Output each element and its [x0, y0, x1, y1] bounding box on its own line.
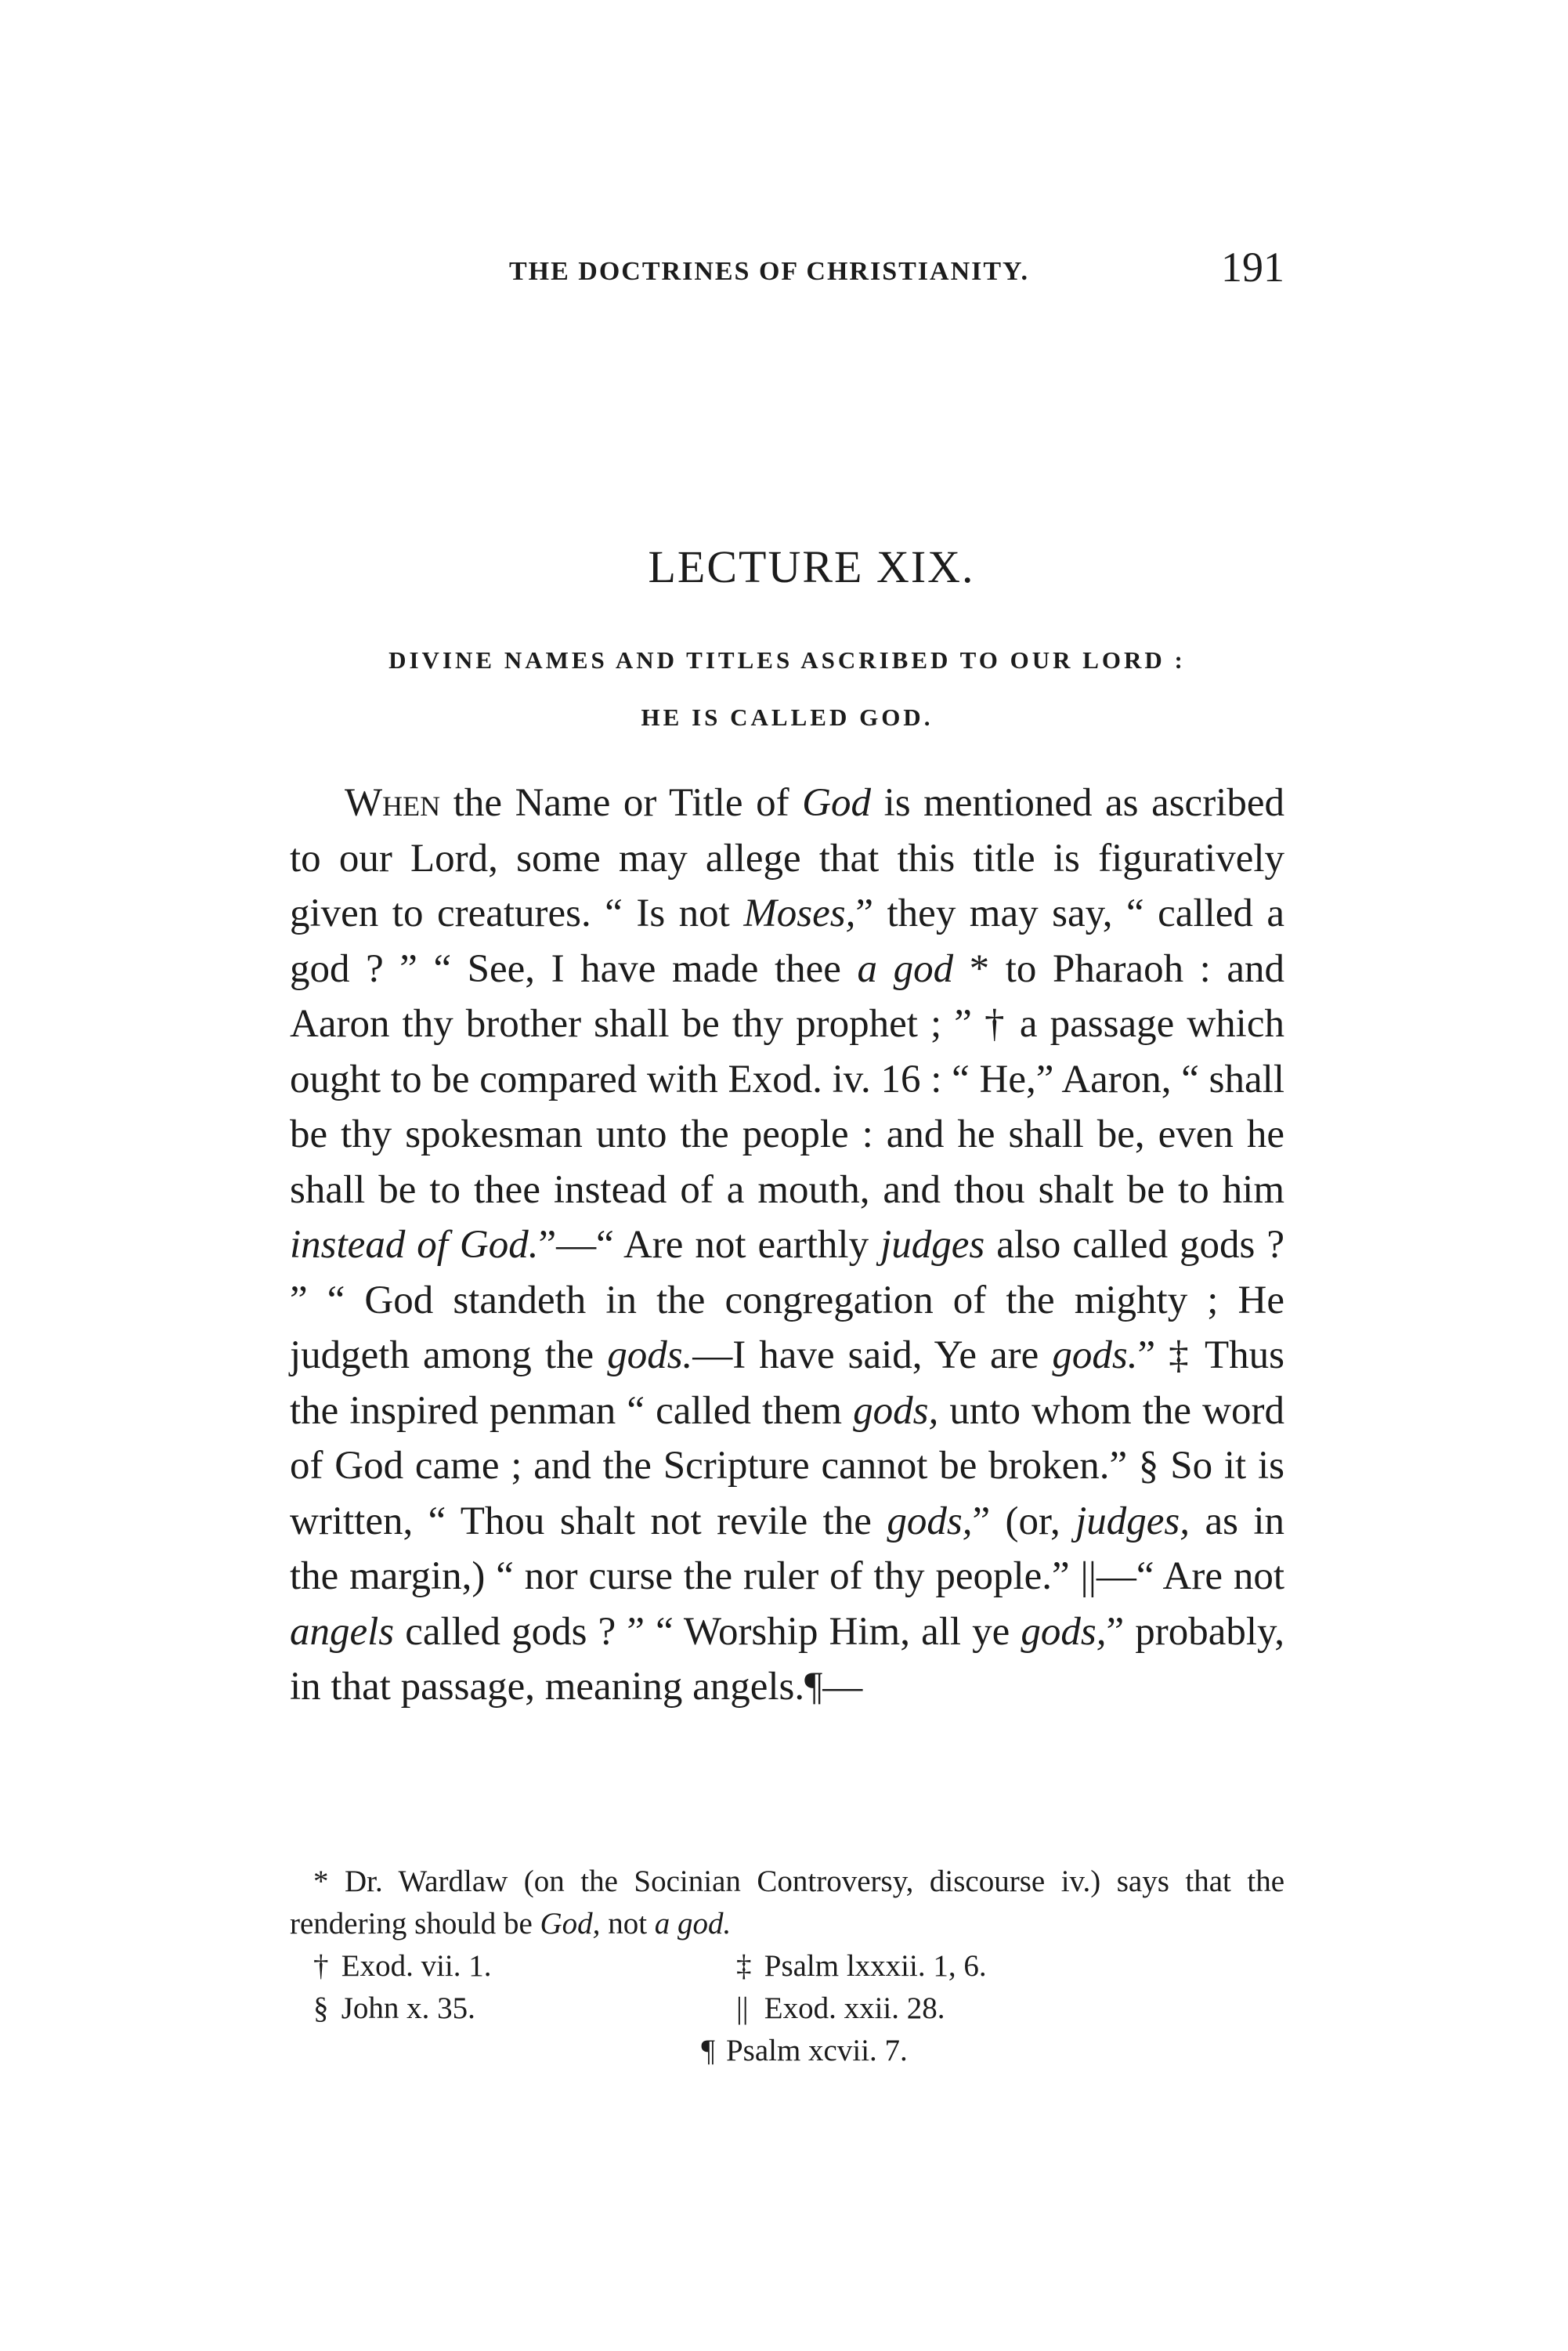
footnote-text: not [600, 1907, 655, 1940]
footnote-row-1 [290, 1945, 1284, 1987]
body-text-segment: ” ‡ Thus the inspired penman “ called them [290, 1333, 1285, 1433]
footnote-ref: Psalm lxxxii. 1, 6. [757, 1949, 987, 1983]
body-italic-segment: gods. [607, 1333, 693, 1377]
footnote-ref: John x. 35. [334, 1991, 475, 2025]
pilcrow-mark: ¶ [701, 2034, 716, 2067]
page-number: 191 [1221, 244, 1284, 291]
body-italic-segment: Moses, [743, 892, 856, 935]
body-text-segment: also called gods ? ” “ God standeth in the congregation of the mighty ; He judgeth among the [290, 1223, 1284, 1377]
body-paragraph [290, 776, 1284, 1715]
body-italic-segment: judges [880, 1223, 985, 1267]
body-text-segment: ” they may say, “ called a god ? ” “ See, I have made thee [290, 892, 1284, 991]
body-text-segment: is mentioned as ascribed to our Lord, some may allege that this title is figuratively given to creatures. “ Is not [290, 781, 1284, 935]
footnote-ref: Exod. vii. 1. [334, 1949, 492, 1983]
body-text-segment: * to Pharaoh : and Aaron thy brother shall be thy prophet ; ” † a passage which ought to be compared with Exod. iv. 16 : “ He,” Aaron, “ shall be thy spokesman unto the people : and he shall be, even he shall be to thee instead of a mouth, and thou shalt be to him [290, 946, 1285, 1212]
footnote-ref: Psalm xcvii. 7. [718, 2034, 908, 2067]
footnote-section [313, 1987, 475, 2030]
footnote-ref: Exod. xxii. 28. [757, 1991, 945, 2025]
body-text-segment: ” probably, in that passage, meaning angels.¶— [290, 1609, 1284, 1709]
lecture-title: LECTURE XIX. [648, 541, 975, 592]
body-italic-segment: judges, [1075, 1499, 1190, 1543]
body-italic-segment: gods, [853, 1388, 939, 1433]
body-italic-segment: gods, [1021, 1609, 1107, 1654]
body-text-segment: as in the margin,) “ nor curse the ruler of thy people.” ||—“ Are not [290, 1499, 1285, 1598]
body-text-segment: unto whom the word of God came ; and the Scripture cannot be broken.” § So it is written, “ Thou shalt not revile the [290, 1388, 1284, 1543]
body-italic-segment: instead of God. [290, 1223, 539, 1267]
footnote-pilcrow [290, 2030, 1284, 2072]
lecture-subtitle-line-1: DIVINE NAMES AND TITLES ASCRIBED TO OUR LORD : [388, 646, 1186, 674]
running-title: THE DOCTRINES OF CHRISTIANITY. [509, 257, 1029, 286]
body-text-segment: the Name or Title of [440, 781, 803, 825]
running-head [290, 243, 1284, 290]
body-italic-segment: angels [290, 1609, 395, 1654]
lecture-subtitle-line-2: HE IS CALLED GOD. [641, 703, 934, 731]
body-italic-segment: God [802, 781, 872, 825]
dagger-mark: † [313, 1949, 329, 1983]
section-mark: § [313, 1991, 329, 2025]
footnote-italic: a god. [654, 1907, 732, 1940]
body-italic-segment: gods. [1052, 1333, 1138, 1377]
body-text-segment: ”—“ Are not earthly [538, 1223, 881, 1267]
body-italic-segment: gods, [887, 1499, 973, 1543]
opening-word: When [345, 781, 441, 825]
footnote-parallel [736, 1987, 945, 2030]
footnote-double-dagger [736, 1945, 987, 1987]
footnote-row-2 [290, 1987, 1284, 2030]
body-italic-segment: a god [857, 946, 954, 991]
double-dagger-mark: ‡ [736, 1949, 752, 1983]
footnotes [290, 1861, 1284, 2072]
body-text-segment: called gods ? ” “ Worship Him, all ye [394, 1609, 1021, 1654]
footnote-wardlaw [290, 1861, 1284, 1945]
body-text-segment: —I have said, Ye are [692, 1333, 1053, 1377]
footnote-text: * Dr. Wardlaw (on the Socinian Controversy, discourse iv.) says that the rendering should be [290, 1865, 1284, 1940]
parallel-mark: || [736, 1991, 749, 2025]
footnote-dagger [313, 1945, 492, 1987]
body-text-segment: ” (or, [972, 1499, 1076, 1543]
footnote-italic: God, [540, 1907, 601, 1940]
